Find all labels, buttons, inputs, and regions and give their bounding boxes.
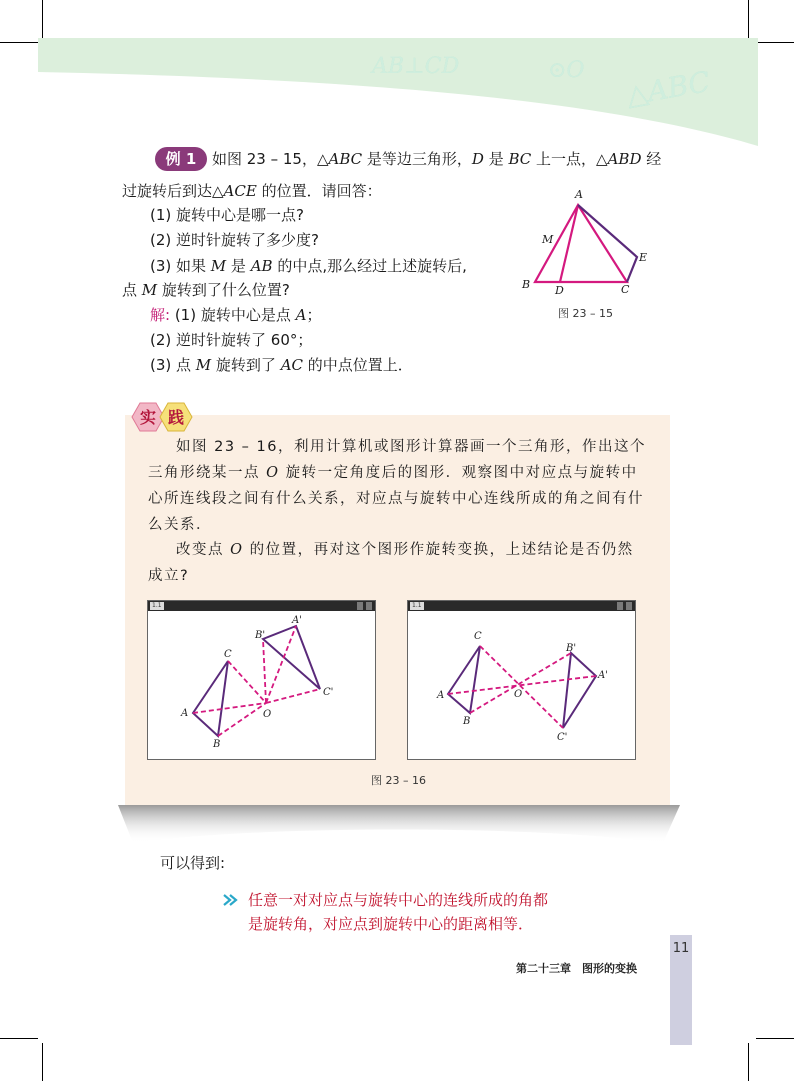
- screen-button: [357, 602, 363, 610]
- page-number-tab: [670, 935, 692, 1045]
- figure-23-16-caption: 图 23 – 16: [371, 774, 426, 787]
- s2-label-b: B: [463, 716, 471, 727]
- screen-button: [617, 602, 623, 610]
- label-m: M: [542, 233, 554, 246]
- label-e: E: [639, 251, 648, 264]
- rotation-diagram-2: [408, 611, 635, 759]
- conclusion-line-2: 是旋转角，对应点到旋转中心的距离相等．: [248, 915, 534, 933]
- practice-line-6: 成立?: [148, 568, 190, 584]
- answer-3: (3) 点 M 旋转到了 AC 的中点位置上．: [150, 356, 413, 374]
- practice-title-char-2: 践: [168, 408, 185, 427]
- crop-mark: [42, 1043, 43, 1081]
- conclusion-line-1: 任意一对对应点与旋转中心的连线所成的角都: [248, 891, 549, 909]
- question-1: (1) 旋转中心是哪一点?: [150, 206, 304, 224]
- crop-mark: [756, 42, 794, 43]
- example-line-2: 过旋转后到达△ACE 的位置．请回答：: [122, 182, 382, 200]
- practice-title-char-1: 实: [140, 408, 157, 427]
- crop-mark: [42, 0, 43, 38]
- s2-label-c: C: [474, 631, 482, 642]
- label-d: D: [555, 284, 564, 297]
- arrow-icon: [222, 892, 240, 908]
- calculator-screen-2: [407, 600, 636, 760]
- practice-title: [128, 400, 198, 434]
- s2-label-a: A: [437, 690, 445, 701]
- figure-23-15: [515, 185, 665, 300]
- label-a: A: [575, 188, 583, 201]
- s2-label-c1: C': [557, 732, 568, 743]
- banner-deco-perpendicular: AB⊥CD: [372, 54, 460, 79]
- solution-label: 解:: [150, 306, 171, 324]
- screen-titlebar: [408, 601, 635, 611]
- s1-label-o: O: [263, 709, 272, 720]
- calculator-screen-1: [147, 600, 376, 760]
- answer-1: 解: (1) 旋转中心是点 A；: [150, 306, 322, 324]
- practice-line-3: 心所连线段之间有什么关系，对应点与旋转中心连线所成的角之间有什: [148, 491, 644, 507]
- practice-line-2: 三角形绕某一点 O 旋转一定角度后的图形．观察图中对应点与旋转中: [148, 465, 638, 481]
- figure-23-15-caption: 图 23 – 15: [558, 307, 613, 320]
- chapter-footer: 第二十三章 图形的变换: [516, 962, 637, 975]
- label-c: C: [621, 283, 630, 296]
- question-3: (3) 如果 M 是 AB 的中点,那么经过上述旋转后,: [150, 257, 467, 275]
- screen-tab: 1.1: [150, 602, 164, 610]
- crop-mark: [748, 1043, 749, 1081]
- screen-titlebar: [148, 601, 375, 611]
- question-3-cont: 点 M 旋转到了什么位置?: [122, 281, 290, 299]
- triangle-ace: [578, 205, 637, 282]
- s1-label-a1: A': [292, 615, 302, 626]
- s2-label-b1: B': [566, 643, 577, 654]
- practice-line-5: 改变点 O 的位置，再对这个图形作旋转变换，上述结论是否仍然: [176, 542, 634, 558]
- answer-2: (2) 逆时针旋转了 60°；: [150, 331, 313, 349]
- banner-deco-triangle: △ABC: [623, 64, 713, 113]
- s2-label-a1: A': [598, 670, 608, 681]
- s2-label-o: O: [514, 689, 523, 700]
- question-2: (2) 逆时针旋转了多少度?: [150, 231, 319, 249]
- practice-shadow: [118, 805, 680, 845]
- s1-label-c: C: [224, 649, 232, 660]
- banner-deco-circle: ⊙O: [548, 58, 585, 83]
- crop-mark: [756, 1038, 794, 1039]
- screen-button: [366, 602, 372, 610]
- practice-line-4: 么关系．: [148, 517, 212, 533]
- screen-button: [626, 602, 632, 610]
- s1-label-c1: C': [323, 687, 334, 698]
- practice-line-1: 如图 23 – 16，利用计算机或图形计算器画一个三角形，作出这个: [176, 439, 646, 455]
- crop-mark: [748, 0, 749, 38]
- crop-mark: [0, 1038, 38, 1039]
- result-intro: 可以得到:: [160, 854, 226, 872]
- example-badge: 例 1: [155, 147, 207, 171]
- s1-label-a: A: [181, 708, 189, 719]
- screen-tab: 1.1: [410, 602, 424, 610]
- s1-label-b1: B': [255, 630, 266, 641]
- page-number: 11: [672, 941, 690, 956]
- label-b: B: [522, 278, 531, 291]
- example-line-1: 如图 23 – 15，△ABC 是等边三角形，D 是 BC 上一点，△ABD 经: [212, 150, 662, 168]
- rotation-diagram-1: [148, 611, 375, 759]
- s1-label-b: B: [213, 739, 221, 750]
- crop-mark: [0, 42, 38, 43]
